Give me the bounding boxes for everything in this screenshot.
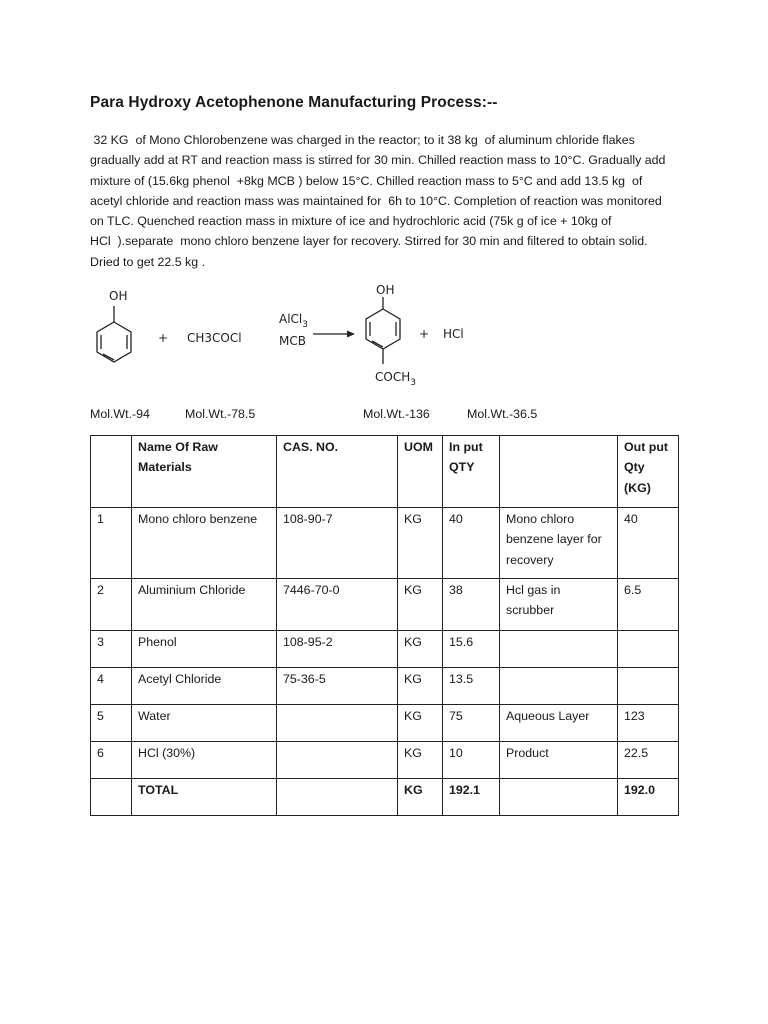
cell-input: 38 (443, 579, 500, 631)
cell-name: Aluminium Chloride (132, 579, 277, 631)
cell-output-desc: Product (500, 742, 618, 779)
cell-cas: 75-36-5 (277, 668, 398, 705)
cell-input: 40 (443, 508, 500, 579)
cell-input: 13.5 (443, 668, 500, 705)
plus-sign: + (158, 331, 169, 345)
reaction-arrow (313, 331, 355, 338)
table-row (91, 705, 679, 742)
description-line: 32 KG of Mono Chlorobenzene was charged in the reactor; to it 38 kg of aluminum chloride flakes (90, 133, 635, 147)
cell-output: 123 (618, 705, 679, 742)
total-cas (277, 779, 398, 816)
product-oh-label: OH (376, 283, 395, 297)
total-label: TOTAL (132, 779, 277, 816)
cell-name: Water (132, 705, 277, 742)
total-uom: KG (398, 779, 443, 816)
header-cas: CAS. NO. (277, 436, 398, 508)
description-line: acetyl chloride and reaction mass was maintained for 6h to 10°C. Completion of reaction was monitored (90, 193, 662, 208)
cell-no: 1 (91, 508, 132, 579)
cell-uom: KG (398, 508, 443, 579)
cell-uom: KG (398, 579, 443, 631)
product-acetyl-label: $COCH_3$ (375, 370, 416, 388)
description-line: HCl ).separate mono chloro benzene layer for recovery. Stirred for 30 min and filtered to obtain solid. (90, 234, 648, 249)
header-output-desc (500, 436, 618, 508)
cell-no: 4 (91, 668, 132, 705)
cell-input: 15.6 (443, 631, 500, 668)
cell-name: Phenol (132, 631, 277, 668)
header-no (91, 436, 132, 508)
description-line: gradually add at RT and reaction mass is stirred for 30 min. Chilled reaction mass to 10°C. Gradually add (90, 153, 666, 168)
table-total-row (91, 779, 679, 816)
cell-output: 6.5 (618, 579, 679, 631)
header-output: Out put Qty (KG) (618, 436, 679, 508)
cell-output (618, 631, 679, 668)
cell-uom: KG (398, 668, 443, 705)
cell-no: 2 (91, 579, 132, 631)
cell-output-desc: Hcl gas in scrubber (500, 579, 618, 631)
hcl-label: HCl (443, 327, 464, 341)
phenol-structure (97, 306, 131, 362)
table-header-row (91, 436, 679, 508)
table-row (91, 508, 679, 579)
cell-output-desc (500, 668, 618, 705)
mol-weight-phenol: Mol.Wt.-94 (90, 407, 150, 421)
mol-weight-product: Mol.Wt.-136 (363, 407, 430, 421)
reaction-scheme (0, 280, 768, 395)
total-output: 192.0 (618, 779, 679, 816)
header-input: In put QTY (443, 436, 500, 508)
cell-uom: KG (398, 742, 443, 779)
cell-output-desc: Mono chloro benzene layer for recovery (500, 508, 618, 579)
cell-input: 75 (443, 705, 500, 742)
material-balance-table (90, 435, 679, 816)
mol-weight-hcl: Mol.Wt.-36.5 (467, 407, 538, 421)
cell-uom: KG (398, 631, 443, 668)
total-input: 192.1 (443, 779, 500, 816)
cell-input: 10 (443, 742, 500, 779)
cell-no: 3 (91, 631, 132, 668)
cell-output: 40 (618, 508, 679, 579)
table-row (91, 579, 679, 631)
table-row (91, 631, 679, 668)
cell-no: 6 (91, 742, 132, 779)
phenol-oh-label: OH (109, 289, 128, 303)
cell-output: 22.5 (618, 742, 679, 779)
description-line: on TLC. Quenched reaction mass in mixture of ice and hydrochloric acid (75k g of ice + 10kg of (90, 214, 612, 229)
cell-cas (277, 705, 398, 742)
product-structure (366, 297, 400, 364)
plus-sign: + (419, 327, 430, 341)
cell-no: 5 (91, 705, 132, 742)
cell-name: HCl (30%) (132, 742, 277, 779)
cell-output-desc (500, 631, 618, 668)
catalyst-label: AlCl$_3$ (279, 312, 308, 330)
cell-name: Acetyl Chloride (132, 668, 277, 705)
table-row (91, 668, 679, 705)
cell-cas (277, 742, 398, 779)
total-output-desc (500, 779, 618, 816)
header-uom: UOM (398, 436, 443, 508)
description-line: Dried to get 22.5 kg . (90, 254, 206, 269)
mol-weight-acetyl-chloride: Mol.Wt.-78.5 (185, 407, 256, 421)
cell-cas: 7446-70-0 (277, 579, 398, 631)
reagent-label: CH3COCl (187, 331, 242, 345)
solvent-label: MCB (279, 334, 306, 348)
cell-name: Mono chloro benzene (132, 508, 277, 579)
process-description (90, 130, 680, 272)
document-title: Para Hydroxy Acetophenone Manufacturing Process:-- (90, 94, 498, 111)
cell-cas: 108-95-2 (277, 631, 398, 668)
cell-output (618, 668, 679, 705)
description-line: mixture of (15.6kg phenol +8kg MCB ) below 15°C. Chilled reaction mass to 5°C and add 13.5 kg of (90, 173, 643, 188)
cell-output-desc: Aqueous Layer (500, 705, 618, 742)
header-name: Name Of Raw Materials (132, 436, 277, 508)
table-row (91, 742, 679, 779)
cell-cas: 108-90-7 (277, 508, 398, 579)
total-no (91, 779, 132, 816)
cell-uom: KG (398, 705, 443, 742)
